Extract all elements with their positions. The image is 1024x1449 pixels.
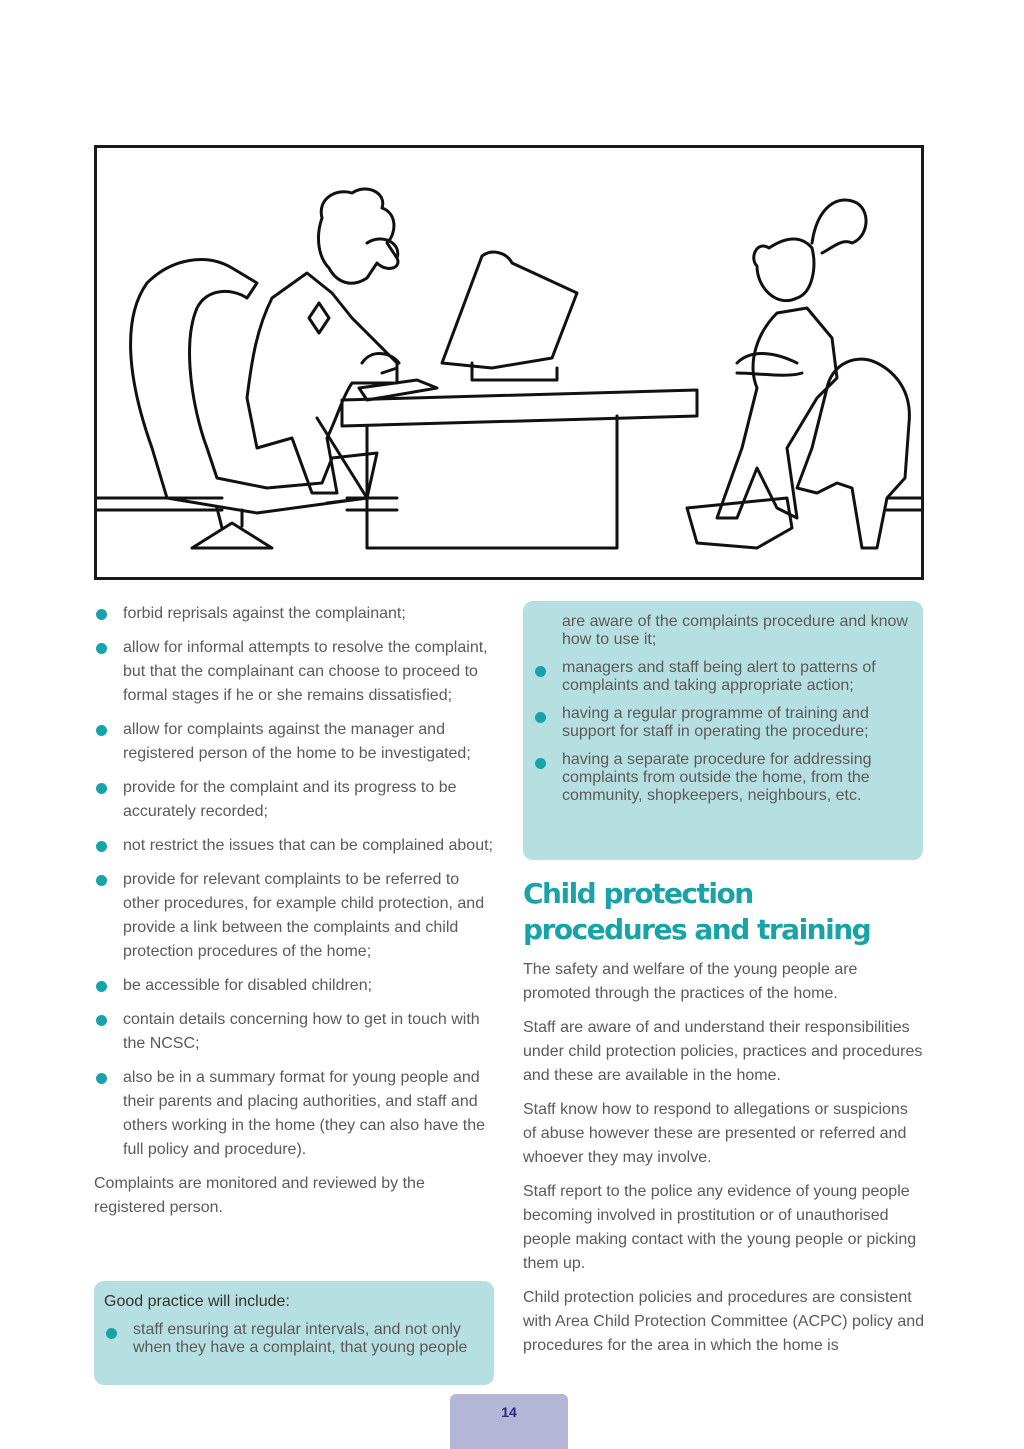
bullet-icon [96,609,107,620]
bullet-icon [96,1015,107,1026]
paragraph: Staff report to the police any evidence of young people becoming involved in prostitution or of unauthorised people making contact with the young people or picking them up. [523,1183,917,1272]
list-item-text: be accessible for disabled children; [123,977,373,994]
list-item [533,705,913,741]
good-practice-list [104,1321,484,1357]
man-nose [367,239,398,258]
list-item [94,776,494,824]
bullet-icon [535,758,546,769]
left-armchair [131,260,377,513]
continued-text: are aware of the complaints procedure and know how to use it; [562,613,908,648]
good-practice-heading: Good practice will include: [104,1293,290,1310]
list-item-text: allow for informal attempts to resolve the complaint, but that the complainant can choose to proceed to formal stages if he or she remains dissatisfied; [123,639,488,704]
girl-head [754,239,814,301]
girl-ponytail [812,200,866,253]
computer-monitor [442,252,577,368]
list-item [104,1321,484,1357]
man-leg [317,418,367,503]
list-item-text: having a separate procedure for addressing complaints from outside the home, from the community, shopkeepers, neighbours, etc. [562,751,872,804]
desk-body [367,416,617,548]
closing-paragraph: Complaints are monitored and reviewed by the registered person. [94,1175,425,1216]
list-item [94,974,494,998]
list-item-text: not restrict the issues that can be complained about; [123,837,493,854]
bullet-icon [96,841,107,852]
good-practice-continued-list [533,659,913,805]
list-item-text: provide for the complaint and its progress to be accurately recorded; [123,779,457,820]
list-item [94,1066,494,1162]
right-column-text [523,958,925,1368]
paragraph: Staff know how to respond to allegations or suspicions of abuse however these are presented or referred and whoever they may involve. [523,1101,908,1166]
list-item-text: also be in a summary format for young people and their parents and placing authorities, and staff and others working in the home (they can also have the full policy and procedure). [123,1069,485,1158]
list-item [94,718,494,766]
right-armchair [797,359,909,548]
section-heading: Child protection procedures and training [523,877,871,946]
list-item [94,834,494,858]
bullet-icon [96,875,107,886]
list-item [94,1008,494,1056]
list-item-text: managers and staff being alert to patterns of complaints and taking appropriate action; [562,659,876,694]
good-practice-continued-box [523,601,923,860]
good-practice-box [94,1281,494,1385]
list-item [94,636,494,708]
man-hands [362,354,399,373]
girl-body [717,308,837,518]
list-item-text: provide for relevant complaints to be referred to other procedures, for example child protection, and provide a link between the complaints and child protection procedures of the home; [123,871,485,960]
complaints-procedure-list [94,602,494,1162]
paragraph: The safety and welfare of the young people are promoted through the practices of the home. [523,961,858,1002]
list-item-text: contain details concerning how to get in touch with the NCSC; [123,1011,480,1052]
bullet-icon [96,783,107,794]
bullet-icon [96,643,107,654]
bullet-icon [535,712,546,723]
paragraph: Staff are aware of and understand their responsibilities under child protection policies, practices and procedures and these are available in the home. [523,1019,923,1084]
list-item-text: having a regular programme of training and support for staff in operating the procedure; [562,705,869,740]
bullet-icon [96,725,107,736]
bullet-icon [106,1328,117,1339]
list-item-text: forbid reprisals against the complainant; [123,605,406,622]
bullet-icon [535,666,546,677]
girl-arms [737,354,802,376]
list-item [94,868,494,964]
list-item [94,602,494,626]
bullet-icon [96,1073,107,1084]
left-column [94,602,494,1230]
cartoon-illustration [94,145,924,580]
man-head [318,189,398,283]
page-number: 14 [450,1394,568,1449]
bullet-icon [96,981,107,992]
chair-base [192,523,272,548]
list-item-text: staff ensuring at regular intervals, and not only when they have a complaint, that young people [133,1321,468,1356]
list-item-text: allow for complaints against the manager and registered person of the home to be investigated; [123,721,471,762]
list-item [533,751,913,805]
paragraph: Child protection policies and procedures are consistent with Area Child Protection Committee (ACPC) policy and procedures for the area in which the home is [523,1289,925,1354]
man-tie [309,303,329,333]
list-item [533,659,913,695]
